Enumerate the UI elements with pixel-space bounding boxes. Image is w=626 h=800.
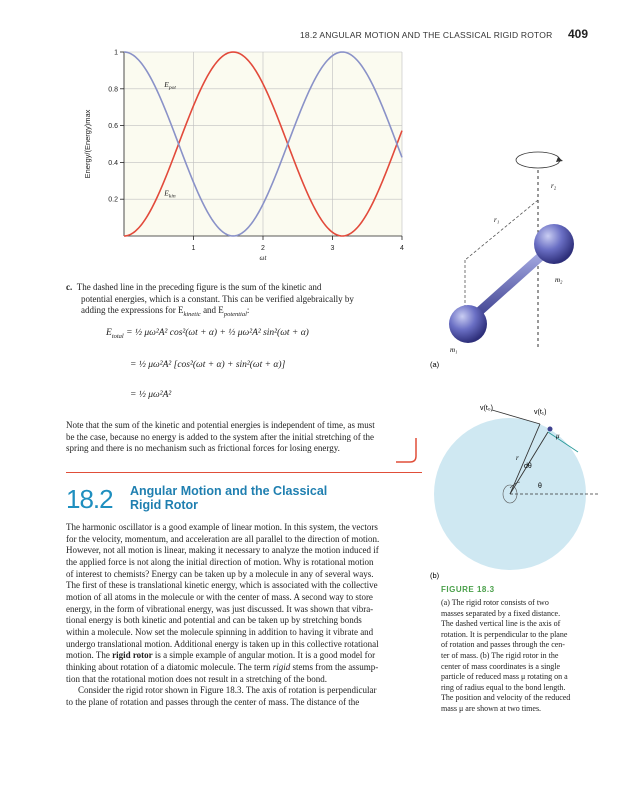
r2-label: r₂ bbox=[551, 182, 557, 190]
caption-line: The position and velocity of the reduced bbox=[441, 693, 571, 703]
mass-m2 bbox=[534, 224, 574, 264]
caption-line: The dashed vertical line is the axis of bbox=[441, 619, 561, 629]
equation-1 bbox=[106, 328, 309, 340]
body-line-rigid-rotor bbox=[66, 650, 422, 662]
x-tick-label: 3 bbox=[330, 245, 335, 252]
caption-line: (a) The rigid rotor consists of two bbox=[441, 598, 549, 607]
body-line: of interest to chemists? Energy can be taken up by a molecule in any of several ways. bbox=[66, 568, 374, 579]
bond-rod bbox=[472, 250, 548, 318]
panel-a-label: (a) bbox=[430, 360, 440, 369]
r1-label: r₁ bbox=[494, 216, 500, 224]
body-line: The first of these is translational kinetic energy, which is associated with the collective bbox=[66, 580, 378, 591]
r1-line bbox=[465, 200, 538, 260]
y-axis-label: Energy/(Energy)max bbox=[83, 109, 92, 179]
y-tick-label: 0.6 bbox=[108, 123, 118, 131]
caption-line: center of mass coordinates is a single bbox=[441, 661, 561, 671]
label-ekin: $E_{kin}$ bbox=[164, 188, 176, 200]
label-epot: $E_{pot}$ bbox=[164, 79, 176, 91]
body-line: undergo translational motion. Additional energy is taken up in this collective rotational bbox=[66, 638, 379, 649]
rotation-ellipse bbox=[516, 152, 560, 168]
note-line3: spring and there is no mechanism such as frictional forces for losing energy. bbox=[66, 443, 340, 454]
page-number: 409 bbox=[568, 27, 589, 41]
body-line: to the plane of rotation and passes through the center of mass. The distance of the bbox=[66, 696, 360, 707]
dtheta-label: dθ bbox=[524, 463, 532, 470]
section-title bbox=[130, 484, 327, 512]
body-line: tion that the rotational motion does not result in a stretching of the bond. bbox=[66, 673, 327, 684]
body-line: energy, in the form of vibrational energy, was just discussed. It was shown that vibra- bbox=[66, 603, 374, 614]
body-paragraphs bbox=[66, 522, 422, 709]
v1-label: v(t₁) bbox=[534, 409, 547, 416]
mass-m1 bbox=[449, 305, 487, 343]
note-line2: be the case, because no energy is added to the system after the initial stretching of the bbox=[66, 431, 374, 442]
body-line: tional energy is both kinetic and potential and can be taken up by stretching bonds bbox=[66, 615, 362, 626]
part-c-line2: potential energies, which is a constant. This can be verified algebraically by bbox=[81, 293, 354, 304]
section-title-line2: Rigid Rotor bbox=[130, 498, 199, 512]
eq-lhs-sub: total bbox=[111, 332, 124, 340]
equation-3: = ½ μω²A² bbox=[130, 390, 172, 400]
note-line1: Note that the sum of the kinetic and potential energies is independent of time, as must bbox=[66, 420, 375, 430]
section-rule bbox=[66, 472, 422, 473]
text-run: stems from the assump- bbox=[290, 661, 379, 672]
x-tick-label: 4 bbox=[400, 245, 404, 252]
body-line-rigid bbox=[66, 662, 422, 674]
figure-label: FIGURE 18.3 bbox=[441, 585, 495, 594]
caption-line: mass μ are shown at two times. bbox=[441, 703, 542, 713]
body-line: the applied force is not along the initial direction of motion. Why is rotational motion bbox=[66, 556, 374, 567]
y-tick-label: 0.4 bbox=[108, 159, 118, 167]
figure-caption bbox=[441, 598, 601, 715]
part-c-line3-pre: adding the expressions for E bbox=[81, 305, 184, 316]
section-number: 18.2 bbox=[66, 484, 113, 514]
text-run: is a simple example of angular motion. It is a good model for bbox=[152, 650, 376, 661]
body-line: motion of all atoms in the molecule or with the center of mass. A second way to store bbox=[66, 591, 373, 602]
eq1-rhs: = ½ μω²A² cos²(ωt + α) + ½ μω²A² sin²(ωt + α) bbox=[126, 328, 309, 338]
mu-label: μ bbox=[556, 432, 560, 440]
part-c-text bbox=[66, 282, 422, 321]
body-line: for the velocity, momentum, and acceleration are all parallel to the direction of motion. bbox=[66, 533, 380, 544]
text-run: motion. The bbox=[66, 650, 113, 661]
part-c-line1: The dashed line in the preceding figure is the sum of the kinetic and bbox=[76, 282, 322, 292]
term-rigid-rotor: rigid rotor bbox=[112, 650, 153, 661]
panel-b-label: (b) bbox=[430, 571, 440, 580]
text-run: thinking about rotation of a diatomic molecule. The term bbox=[66, 661, 273, 672]
eq-lhs: E bbox=[106, 328, 112, 338]
caption-line: ring of radius equal to the bond length. bbox=[441, 682, 566, 692]
x-axis-label: ωt bbox=[259, 254, 267, 262]
theta-label: θ bbox=[538, 483, 542, 490]
caption-line: ter of mass. (b) The rigid rotor in the bbox=[441, 650, 559, 660]
part-c-line3-post: : bbox=[246, 305, 250, 316]
equation-2: = ½ μω²A² [cos²(ωt + α) + sin²(ωt + α)] bbox=[130, 360, 286, 370]
term-rigid: rigid bbox=[272, 661, 291, 672]
potential-subscript: potential bbox=[223, 310, 247, 318]
x-tick-label: 1 bbox=[191, 245, 196, 252]
y-tick-label: 0.8 bbox=[108, 86, 118, 94]
body-line: within a molecule. Now set the molecule spinning in addition to having it vibrate and bbox=[66, 626, 374, 637]
body-line: Consider the rigid rotor shown in Figure 18.3. The axis of rotation is perpendicular bbox=[78, 685, 377, 696]
y-tick-label: 1 bbox=[114, 49, 118, 57]
note-paragraph bbox=[66, 420, 422, 455]
kinetic-subscript: kinetic bbox=[183, 310, 201, 318]
reduced-mass-diagram bbox=[430, 396, 606, 582]
m1-label: m₁ bbox=[450, 346, 458, 354]
end-marker bbox=[396, 436, 418, 466]
reduced-mass-point bbox=[548, 427, 553, 432]
x-tick-label: 2 bbox=[261, 245, 265, 252]
rigid-rotor-diagram bbox=[430, 140, 600, 370]
body-line: The harmonic oscillator is a good example of linear motion. In this system, the vectors bbox=[66, 522, 378, 532]
section-title-line1: Angular Motion and the Classical bbox=[130, 484, 328, 498]
y-tick-label: 0.2 bbox=[108, 196, 118, 204]
caption-line: of rotation and passes through the cen- bbox=[441, 640, 565, 650]
v0-label: v(t₀) bbox=[480, 405, 494, 412]
energy-chart bbox=[76, 48, 416, 278]
running-title: 18.2 ANGULAR MOTION AND THE CLASSICAL RIGID ROTOR bbox=[300, 30, 553, 40]
caption-line: rotation. It is perpendicular to the plane bbox=[441, 629, 568, 639]
body-line: However, not all motion is linear, making it necessary to analyze the motion induced if bbox=[66, 545, 379, 556]
r-label: r bbox=[516, 454, 519, 462]
caption-line: masses separated by a fixed distance. bbox=[441, 608, 561, 618]
part-c-line3-mid: and E bbox=[200, 305, 224, 316]
m2-label: m₂ bbox=[555, 276, 563, 284]
caption-line: particle of reduced mass μ rotating on a bbox=[441, 672, 568, 682]
part-c-label: c. bbox=[66, 282, 73, 292]
